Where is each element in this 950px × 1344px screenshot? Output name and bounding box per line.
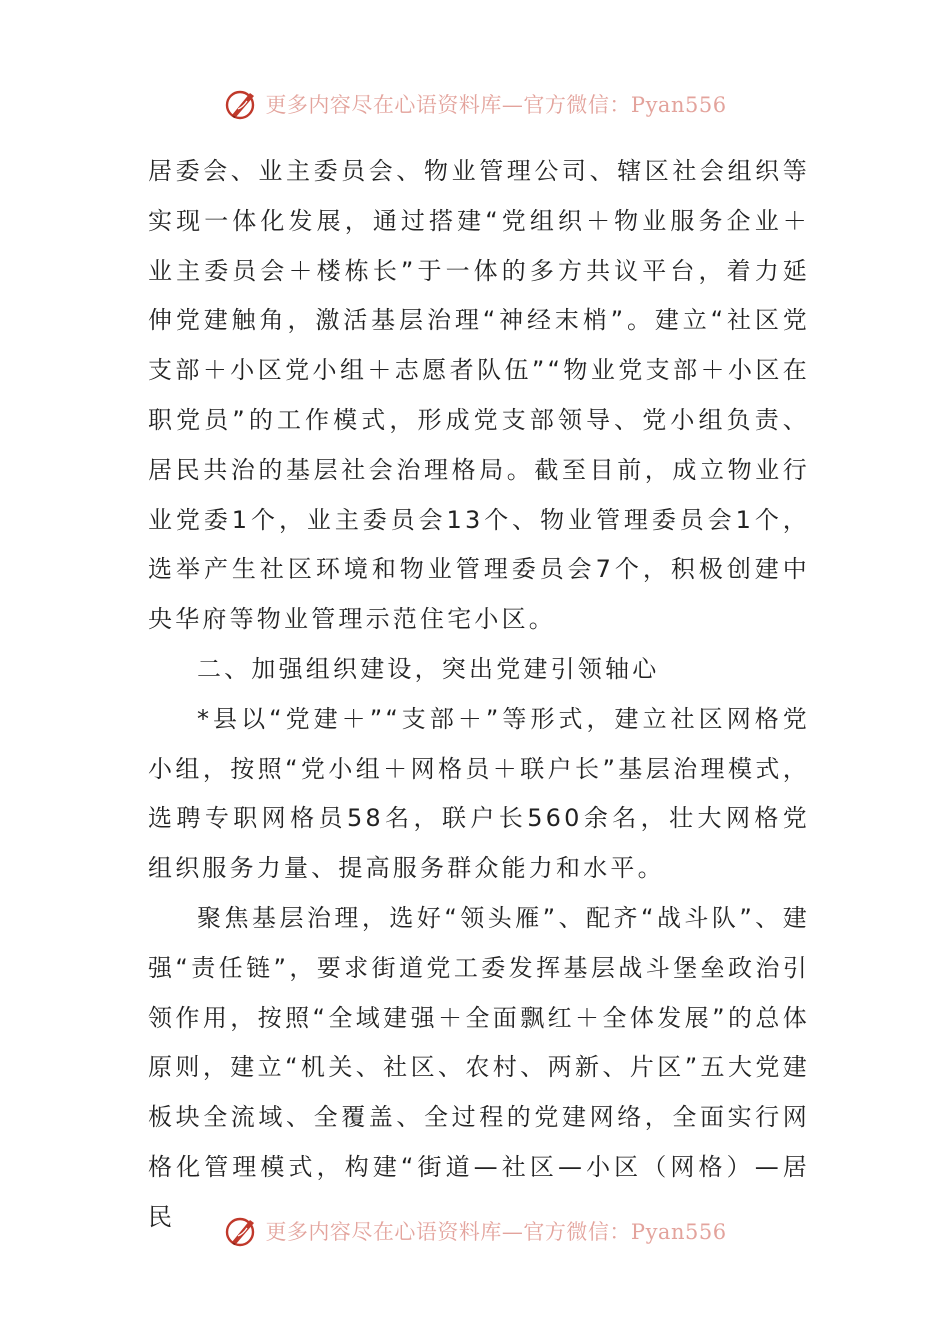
header-banner [0,84,950,124]
footer-banner-text: 更多内容尽在心语资料库—官方微信：Pyan556 [265,1220,727,1244]
footer-banner [0,1211,950,1251]
header-banner-text: 更多内容尽在心语资料库—官方微信：Pyan556 [265,93,727,117]
section-heading: 二、加强组织建设，突出党建引领轴心 [197,654,660,683]
paragraph-1: 居委会、业主委员会、物业管理公司、辖区社会组织等实现一体化发展，通过搭建“党组织＋物业服务企业＋业主委员会＋楼栋长”于一体的多方共议平台，着力延伸党建触角，激活基层治理“神经末梢”。建立“社区党支部＋小区党小组＋志愿者队伍”“物业党支部＋小区在职党员”的工作模式，形成党支部领导、党小组负责、居民共治的基层社会治理格局。截至目前，成立物业行业党委1个，业主委员会13个、物业管理委员会1个，选举产生社区环境和物业管理委员会7个，积极创建中央华府等物业管理示范住宅小区。 [148,157,810,634]
paragraph-3: 聚焦基层治理，选好“领头雁”、配齐“战斗队”、建强“责任链”，要求街道党工委发挥基层战斗堡垒政治引领作用，按照“全域建强＋全面飘红＋全体发展”的总体原则，建立“机关、社区、农村、两新、片区”五大党建板块全流域、全覆盖、全过程的党建网络，全面实行网格化管理模式，构建“街道—社区—小区（网格）—居民 [148,903,810,1231]
paragraph-2: *县以“党建＋”“支部＋”等形式，建立社区网格党小组，按照“党小组＋网格员＋联户长”基层治理模式，选聘专职网格员58名，联户长560余名，壮大网格党组织服务力量、提高服务群众能力和水平。 [148,704,810,883]
document-body [148,147,810,1243]
pen-logo-icon [223,85,261,123]
pen-logo-icon [223,1212,261,1250]
